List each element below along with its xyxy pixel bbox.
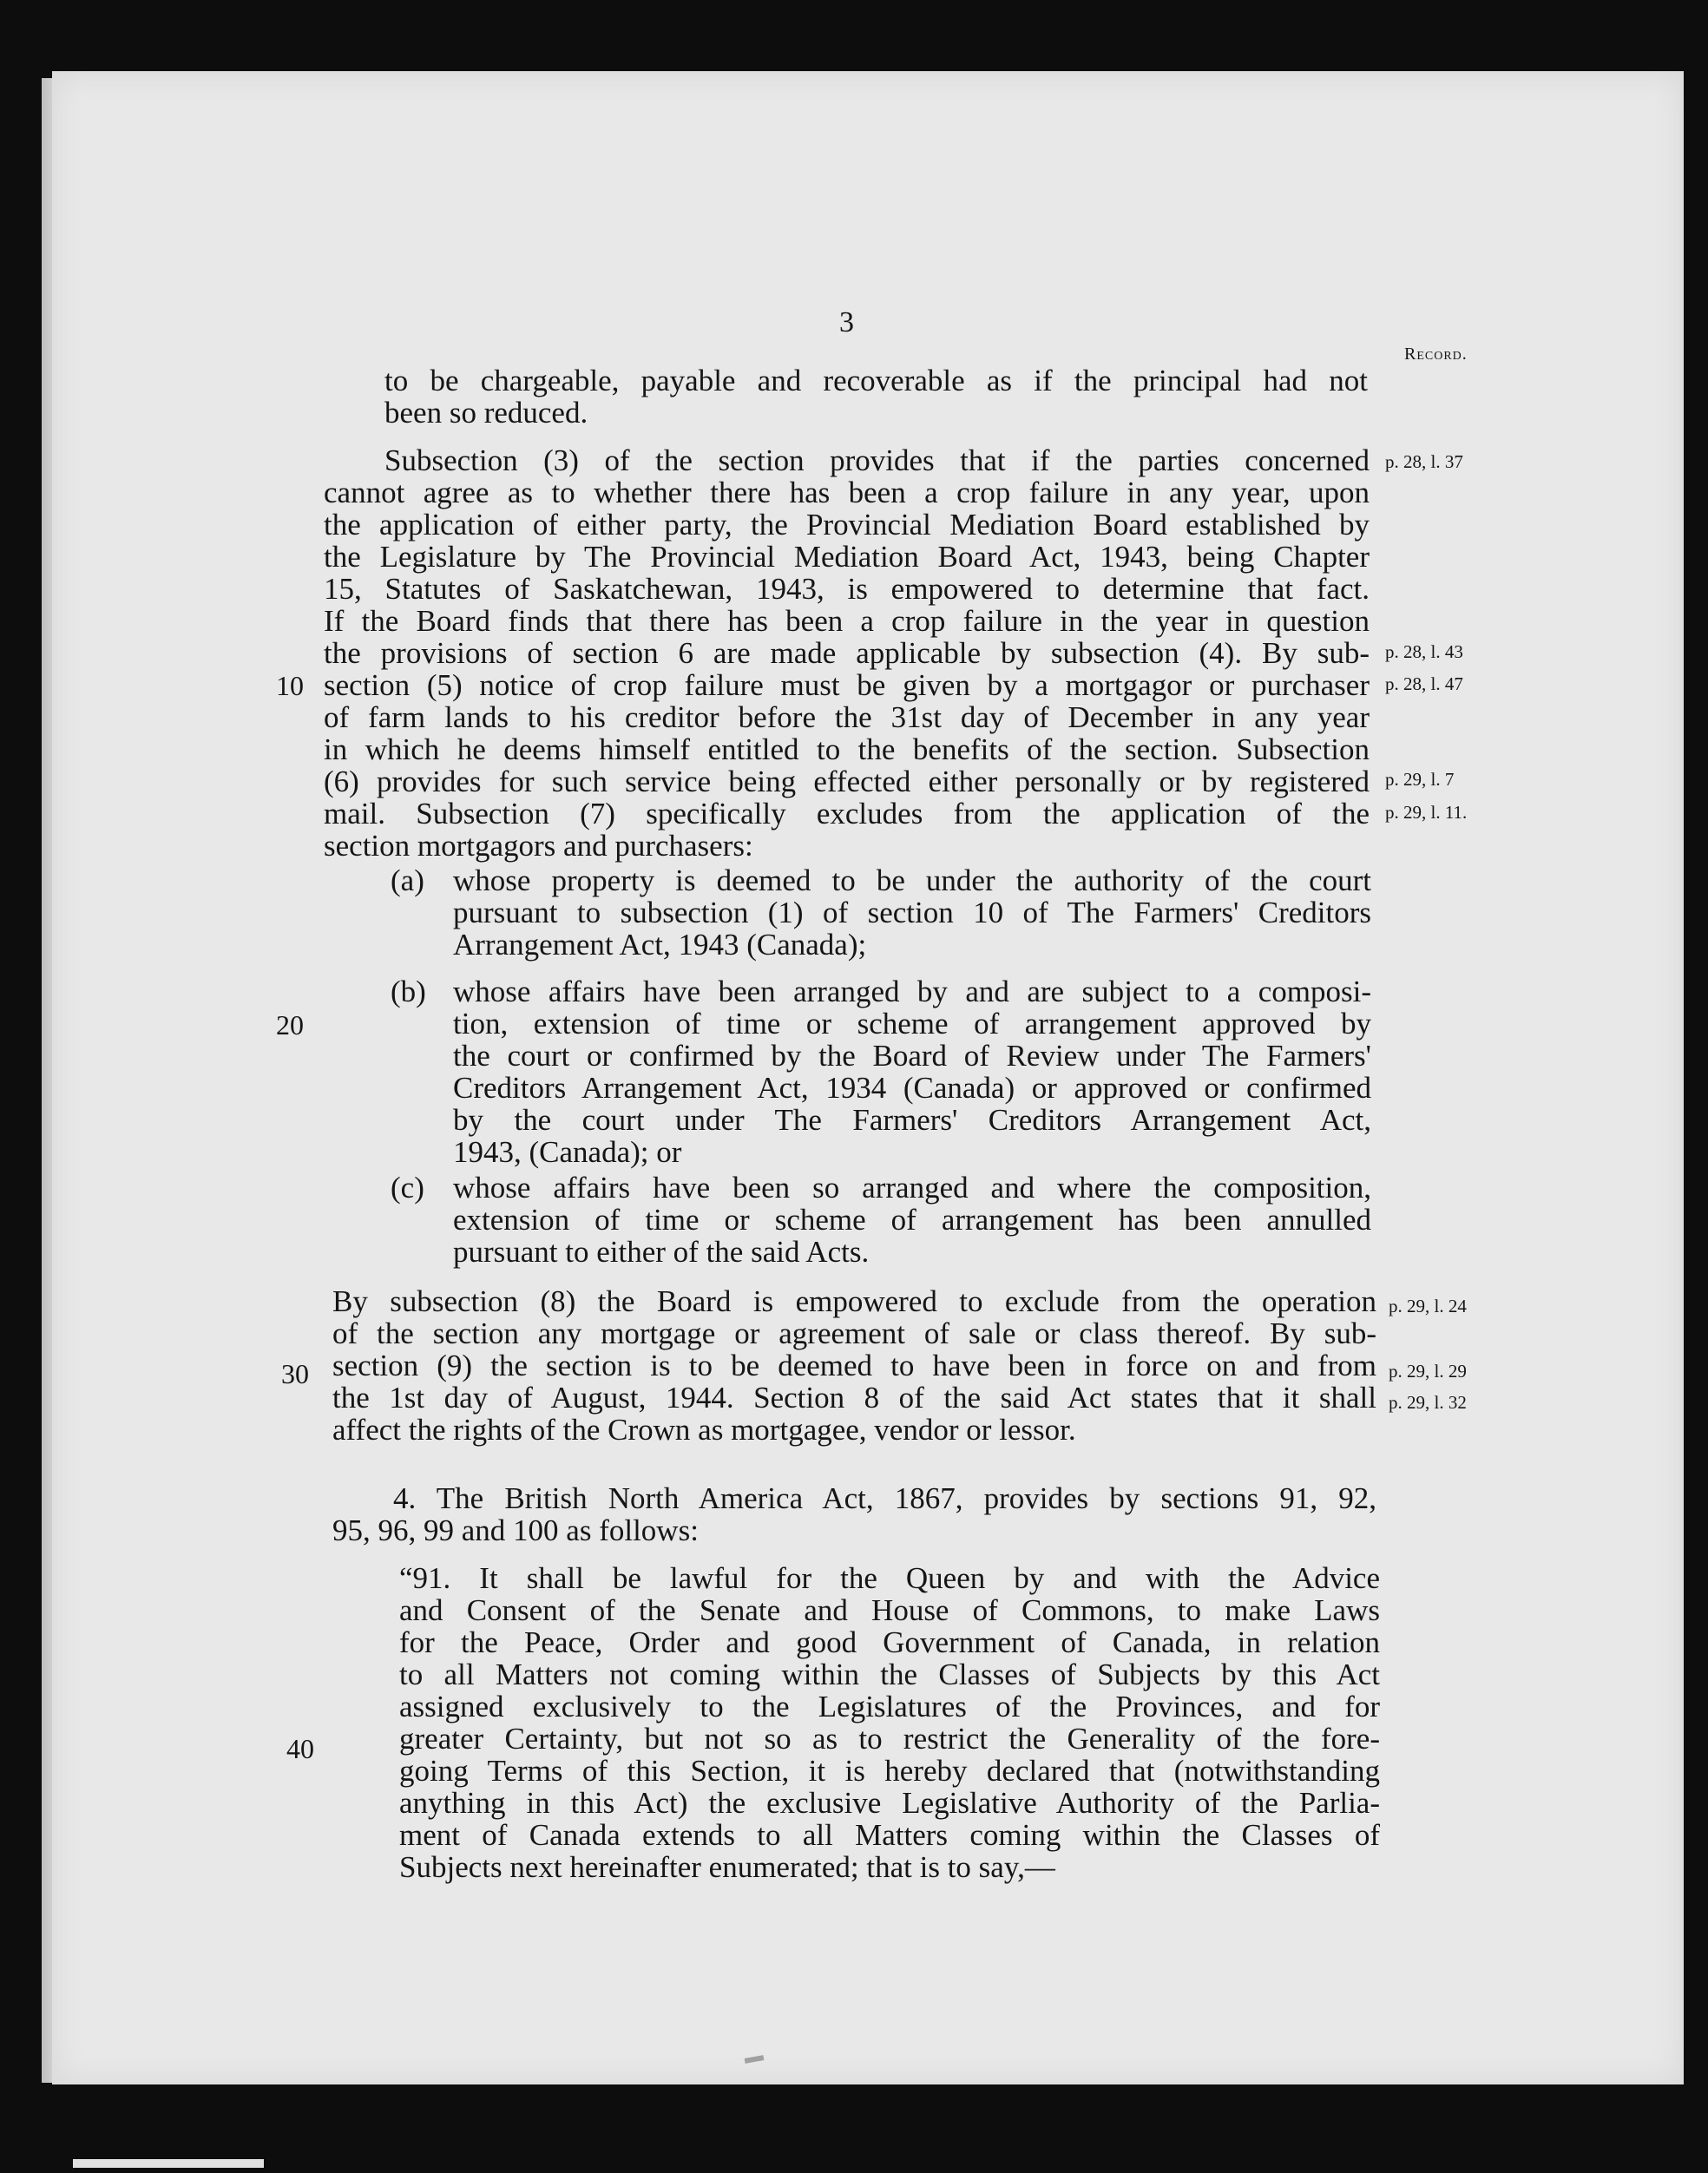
text-line: whose affairs have been so arranged and where the composition, [453, 1171, 1371, 1205]
text-line: pursuant to either of the said Acts. [453, 1235, 870, 1269]
continuation-text [384, 364, 1368, 429]
text-line: assigned exclusively to the Legislatures of the Provinces, and for [399, 1690, 1380, 1723]
text-line: 4. The British North America Act, 1867, provides by sections 91, 92, [393, 1481, 1376, 1515]
text-line: 95, 96, 99 and 100 as follows: [332, 1513, 699, 1547]
margin-reference: p. 28, l. 47 [1385, 673, 1463, 694]
text-line: the Legislature by The Provincial Mediation Board Act, 1943, being Chapter [324, 540, 1370, 574]
text-line: ment of Canada extends to all Matters coming within the Classes of [399, 1818, 1380, 1852]
list-item-label: (a) [391, 863, 424, 897]
margin-reference: p. 29, l. 7 [1385, 769, 1455, 790]
text-line: section (9) the section is to be deemed to have been in force on and from [332, 1349, 1376, 1382]
paragraph-subsection-3 [324, 444, 1370, 862]
page-number: 3 [839, 306, 854, 338]
text-line: of the section any mortgage or agreement of sale or class thereof. By sub- [332, 1316, 1376, 1350]
text-line: to all Matters not coming within the Classes of Subjects by this Act [399, 1658, 1380, 1691]
text-line: 15, Statutes of Saskatchewan, 1943, is empowered to determine that fact. [324, 572, 1370, 606]
text-line: “91. It shall be lawful for the Queen by and with the Advice [399, 1561, 1380, 1595]
text-line: Arrangement Act, 1943 (Canada); [453, 928, 867, 962]
text-line: for the Peace, Order and good Government of Canada, in relation [399, 1625, 1380, 1659]
line-number: 10 [276, 670, 304, 701]
text-line: the application of either party, the Provincial Mediation Board established by [324, 508, 1370, 542]
margin-reference: p. 29, l. 32 [1389, 1392, 1467, 1413]
record-label: Record. [1404, 345, 1468, 364]
list-item-label: (b) [391, 975, 426, 1008]
margin-reference: p. 28, l. 37 [1385, 451, 1463, 472]
text-line: tion, extension of time or scheme of arrangement approved by [453, 1007, 1371, 1041]
margin-reference: p. 28, l. 43 [1385, 641, 1463, 662]
margin-reference: p. 29, l. 24 [1389, 1296, 1467, 1316]
text-line: of farm lands to his creditor before the 31st day of December in any year [324, 700, 1370, 734]
text-line: affect the rights of the Crown as mortgagee, vendor or lessor. [332, 1413, 1076, 1447]
text-line: greater Certainty, but not so as to restrict the Generality of the fore- [399, 1722, 1380, 1756]
text-line: the provisions of section 6 are made applicable by subsection (4). By sub- [324, 636, 1370, 670]
margin-reference: p. 29, l. 11. [1385, 802, 1468, 823]
text-line: By subsection (8) the Board is empowered to exclude from the operation [332, 1284, 1376, 1318]
text-line: whose property is deemed to be under the authority of the court [453, 863, 1371, 897]
text-line: section (5) notice of crop failure must be given by a mortgagor or purchaser [324, 668, 1370, 702]
text-line: mail. Subsection (7) specifically excludes from the application of the [324, 797, 1370, 830]
text-line: Subjects next hereinafter enumerated; that is to say,— [399, 1850, 1055, 1884]
margin-reference: p. 29, l. 29 [1389, 1361, 1467, 1382]
text-line: 1943, (Canada); or [453, 1135, 682, 1169]
text-line: cannot agree as to whether there has been a crop failure in any year, upon [324, 476, 1370, 509]
text-line: the 1st day of August, 1944. Section 8 of the said Act states that it shall [332, 1381, 1376, 1415]
text-line: to be chargeable, payable and recoverable as if the principal had not [384, 364, 1368, 397]
text-line: the court or confirmed by the Board of Review under The Farmers' [453, 1039, 1371, 1073]
text-line: whose affairs have been arranged by and are subject to a composi- [453, 975, 1371, 1008]
list-item-label: (c) [391, 1171, 424, 1205]
text-line: and Consent of the Senate and House of Commons, to make Laws [399, 1593, 1380, 1627]
quoted-section-91 [399, 1562, 1380, 1883]
text-line: by the court under The Farmers' Creditors Arrangement Act, [453, 1103, 1371, 1137]
film-edge [73, 2159, 264, 2168]
text-line: (6) provides for such service being effected either personally or by registered [324, 765, 1370, 798]
line-number: 20 [276, 1009, 304, 1041]
line-number: 30 [281, 1358, 309, 1389]
text-line: extension of time or scheme of arrangement has been annulled [453, 1203, 1371, 1237]
text-line: been so reduced. [384, 396, 588, 430]
text-line: Subsection (3) of the section provides that if the parties concerned [384, 443, 1370, 477]
text-line: pursuant to subsection (1) of section 10 of The Farmers' Creditors [453, 896, 1371, 929]
text-line: Creditors Arrangement Act, 1934 (Canada) or approved or confirmed [453, 1071, 1371, 1105]
text-line: If the Board finds that there has been a crop failure in the year in question [324, 604, 1370, 638]
text-line: in which he deems himself entitled to the benefits of the section. Subsection [324, 732, 1370, 766]
text-line: going Terms of this Section, it is hereby declared that (notwithstanding [399, 1754, 1380, 1788]
line-number: 40 [286, 1733, 314, 1764]
text-line: anything in this Act) the exclusive Legislative Authority of the Parlia- [399, 1786, 1380, 1820]
text-line: section mortgagors and purchasers: [324, 829, 753, 863]
paragraph-section-4 [332, 1482, 1376, 1546]
paragraph-subsection-8 [332, 1285, 1376, 1446]
